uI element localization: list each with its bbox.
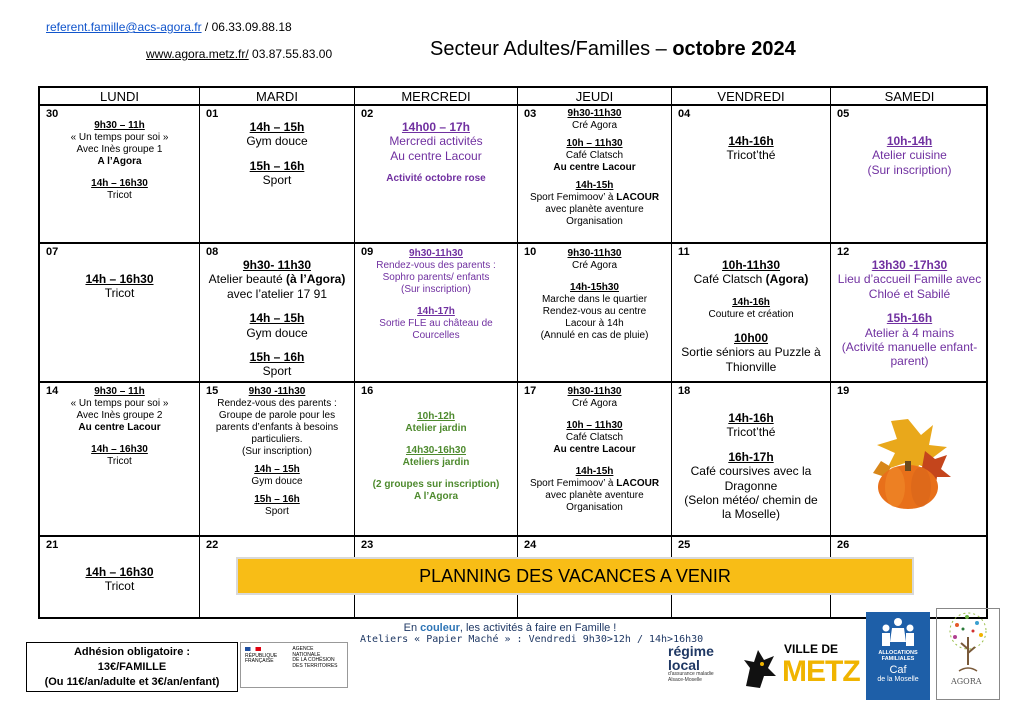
legend-color-note [370, 622, 650, 634]
activity-text: Organisation [566, 216, 623, 227]
dragon-graoully-icon [740, 646, 780, 690]
activity-text: Avec Inès groupe 2 [76, 410, 163, 421]
pumpkin-leaves-illustration [863, 411, 953, 511]
activity-text: Gym douce [251, 476, 303, 487]
activity-text: (Annulé en cas de pluie) [540, 330, 649, 341]
activity-time: 13h30 -17h30 [871, 258, 948, 272]
email-link[interactable]: referent.famille@acs-agora.fr [46, 20, 202, 34]
activity-time: 14h – 16h30 [91, 178, 148, 189]
day-cell-19 [831, 383, 988, 537]
anct-text: DE LA COHÉSION [292, 657, 335, 663]
day-number: 03 [524, 108, 537, 120]
activity-text: Cré Agora [571, 120, 618, 131]
activity-time: 14h – 15h [254, 464, 300, 475]
activity-text: Sport [265, 506, 289, 517]
phone-2: 03.87.55.83.00 [252, 47, 333, 61]
activity-text: Sophro parents/ enfants [382, 272, 490, 283]
activity-time: 14h-15h [575, 466, 614, 477]
activity-time: 14h – 15h [249, 120, 305, 134]
regime-subtext: d'assurance maladie Alsace-Moselle [668, 671, 714, 683]
activity-time: 14h-17h [417, 306, 455, 317]
day-number: 08 [206, 246, 219, 258]
membership-title: Adhésion obligatoire : [73, 646, 191, 658]
membership-box [26, 642, 238, 692]
day-number: 30 [46, 108, 59, 120]
day-number: 05 [837, 108, 850, 120]
legend-accent: couleur [420, 622, 460, 634]
title-month: octobre 2024 [672, 38, 796, 60]
day-number: 19 [837, 385, 850, 397]
activity-text: Marche dans le quartier [541, 294, 648, 305]
activity-text: Cré Agora [571, 398, 618, 409]
activity-location: LACOUR [616, 192, 660, 203]
activity-location: (à l’Agora) [286, 272, 346, 287]
activity-text: Ateliers jardin [402, 457, 470, 468]
activity-text: Rendez-vous des parents : [217, 398, 337, 409]
activity-location: LACOUR [616, 478, 660, 489]
activity-text: Rendez-vous au centre [542, 306, 647, 317]
day-header-tuesday: MARDI [200, 88, 355, 106]
legend-workshop-note: Ateliers « Papier Maché » : Vendredi 9h30>12h / 14h>16h30 [360, 634, 704, 645]
activity-text: (Sur inscription) [241, 446, 313, 457]
vacation-banner: PLANNING DES VACANCES A VENIR [236, 557, 914, 595]
activity-location: A l’Agora [97, 156, 142, 167]
day-cell-12 [831, 244, 988, 383]
republique-anct-logo [240, 642, 348, 688]
activity-time: 14h-16h [732, 296, 770, 308]
activity-text: (Activité manuelle enfant- [841, 339, 978, 354]
activity-text-part: Café Clatsch [693, 272, 766, 287]
activity-time: 10h00 [733, 330, 769, 345]
activity-text: Tricot [107, 456, 132, 467]
activity-text: Café Clatsch [565, 432, 624, 443]
day-cell-09 [355, 244, 518, 383]
activity-text: Café coursives avec la [690, 464, 812, 479]
day-number: 09 [361, 246, 374, 258]
activity-time: 14h-15h [575, 180, 614, 191]
activity-text: Tricot’thé [726, 148, 776, 163]
day-cell-10 [518, 244, 672, 383]
activity-text: Tricot [107, 190, 132, 201]
activity-location: Au centre Lacour [553, 444, 636, 455]
day-cell-17 [518, 383, 672, 537]
day-cell-04 [672, 106, 831, 244]
family-icon [876, 616, 920, 650]
day-number: 23 [361, 539, 374, 551]
activity-text: Café Clatsch [565, 150, 624, 161]
activity-text: Gym douce [246, 325, 308, 340]
activity-text: Lieu d’accueil Famille avec [837, 272, 982, 287]
membership-price: 13€/FAMILLE [97, 660, 167, 673]
anct-text: NATIONALE [292, 651, 321, 658]
activity-time: 10h – 11h30 [566, 420, 623, 431]
day-cell-07 [40, 244, 200, 383]
activity-time: 14h30-16h30 [405, 445, 467, 456]
activity-text [200, 272, 354, 286]
contact-email-line [46, 20, 292, 34]
day-cell-14 [40, 383, 200, 537]
website-link[interactable]: www.agora.metz.fr/ [146, 47, 249, 61]
metz-text: VILLE DE [784, 642, 839, 656]
activity-location: Au centre Lacour [78, 422, 161, 433]
activity-time: 15h – 16h [249, 158, 305, 173]
activity-text: Dragonne [724, 478, 778, 493]
regime-text: local [668, 657, 700, 673]
activity-location: (Agora) [765, 272, 809, 287]
activity-time: 14h-15h30 [570, 282, 619, 293]
activity-text: Tricot [104, 579, 135, 594]
page-title [430, 38, 796, 61]
activity-text: Chloé et Sabilé [868, 286, 951, 301]
day-header-wednesday: MERCREDI [355, 88, 518, 106]
day-header-thursday: JEUDI [518, 88, 672, 106]
activity-text: parents d’enfants à besoins [215, 422, 339, 433]
activity-time: 10h – 11h30 [566, 138, 623, 149]
day-cell-16 [355, 383, 518, 537]
day-header-friday: VENDREDI [672, 88, 831, 106]
activity-time: 14h00 – 17h [401, 120, 471, 134]
day-number: 21 [46, 539, 59, 551]
activity-text-part: Atelier beauté [208, 272, 287, 287]
activity-text: Atelier à 4 mains [864, 325, 955, 340]
regime-local-logo [668, 644, 728, 694]
activity-text: « Un temps pour soi » [70, 398, 169, 409]
agora-logo [936, 608, 1000, 700]
activity-time: 9h30 – 11h [94, 120, 145, 131]
activity-text [672, 272, 830, 286]
regime-text: régime [668, 643, 714, 659]
activity-time: 14h – 16h30 [85, 565, 154, 579]
activity-time: 10h-12h [417, 411, 455, 422]
phone-1: / 06.33.09.88.18 [204, 20, 292, 34]
anct-text: AGENCE [292, 646, 314, 652]
activity-time: 9h30-11h30 [567, 248, 622, 259]
day-cell-15 [200, 383, 355, 537]
ville-de-metz-logo [740, 642, 858, 696]
activity-time: 9h30-11h30 [567, 386, 622, 397]
activity-time: 9h30-11h30 [567, 108, 622, 119]
contact-web-line [146, 47, 332, 61]
activity-text: Lacour à 14h [565, 318, 624, 329]
activity-time: 15h – 16h [254, 494, 300, 505]
activity-time: 14h – 16h30 [91, 444, 148, 455]
activity-time: 15h – 16h [249, 349, 305, 364]
activity-text: Couture et création [708, 308, 794, 320]
activity-time: 9h30 – 11h [94, 386, 145, 397]
activity-time: 16h-17h [728, 449, 774, 464]
activity-text [518, 192, 671, 204]
activity-time: 14h – 16h30 [85, 272, 154, 286]
day-cell-03 [518, 106, 672, 244]
caf-subtext: de la Moselle [877, 676, 919, 684]
day-number: 04 [678, 108, 691, 120]
day-number: 12 [837, 246, 850, 258]
activity-text: Sortie FLE au château de [379, 318, 493, 329]
legend-text: En [403, 622, 421, 634]
activity-text: (Sur inscription) [400, 284, 472, 295]
activity-text: Mercredi activités [389, 134, 483, 149]
metz-title: METZ [782, 655, 860, 688]
activity-text: Atelier cuisine [872, 148, 947, 163]
activity-text: Sport [262, 364, 292, 379]
caf-moselle-logo [866, 612, 930, 700]
tree-icon [937, 609, 999, 679]
activity-text-part: Sport Femimoov’ à [529, 192, 617, 203]
day-cell-05 [831, 106, 988, 244]
title-main: Secteur Adultes/Familles – [430, 38, 673, 60]
activity-text: avec planète aventure [545, 204, 644, 215]
activity-time: 10h-14h [886, 134, 933, 148]
calendar-grid [38, 86, 988, 619]
activity-text-part: Sport Femimoov’ à [529, 478, 617, 489]
membership-alt-price: (Ou 11€/an/adulte et 3€/an/enfant) [44, 675, 220, 688]
activity-time: 14h-16h [728, 134, 774, 148]
legend-text: , les activités à faire en Famille ! [459, 622, 617, 634]
activity-text: (Selon météo/ chemin de [684, 492, 818, 507]
day-number: 17 [524, 385, 537, 397]
activity-time: 14h – 15h [249, 311, 305, 326]
activity-text: Sport [262, 173, 292, 188]
day-header-monday: LUNDI [40, 88, 200, 106]
day-number: 11 [678, 246, 690, 258]
day-cell-01 [200, 106, 355, 244]
activity-text: Cré Agora [571, 260, 618, 271]
activity-text: Courcelles [412, 330, 460, 341]
day-number: 26 [837, 539, 850, 551]
activity-text: parent) [890, 354, 929, 369]
activity-time: 15h-16h [886, 311, 933, 326]
activity-text: Thionville [725, 359, 777, 374]
day-number: 02 [361, 108, 374, 120]
day-number: 22 [206, 539, 219, 551]
day-number: 10 [524, 246, 537, 258]
activity-text: « Un temps pour soi » [70, 132, 169, 143]
activity-time: 10h-11h30 [721, 258, 781, 272]
day-number: 25 [678, 539, 691, 551]
activity-text [518, 478, 671, 490]
day-number: 01 [206, 108, 219, 120]
rf-text: RÉPUBLIQUE [245, 652, 278, 659]
activity-text: Tricot’thé [726, 425, 776, 440]
agora-text: AGORA [951, 677, 982, 686]
activity-text: avec l’atelier 17 91 [226, 286, 328, 301]
activity-time: 9h30 -11h30 [248, 386, 306, 397]
activity-text: avec planète aventure [545, 490, 644, 501]
rf-text: FRANÇAISE [245, 658, 274, 664]
french-flag-icon [245, 647, 261, 651]
activity-text: Avec Inès groupe 1 [76, 144, 163, 155]
activity-text: (2 groupes sur inscription) [372, 479, 500, 490]
day-number: 24 [524, 539, 537, 551]
caf-title: Caf [889, 664, 907, 677]
activity-time: 14h-16h [728, 411, 774, 425]
day-cell-11 [672, 244, 831, 383]
day-cell-08 [200, 244, 355, 383]
anct-text: DES TERRITOIRES [292, 662, 338, 669]
day-cell-02 [355, 106, 518, 244]
activity-time: 9h30-11h30 [409, 248, 463, 259]
activity-text: Groupe de parole pour les [218, 410, 336, 421]
day-number: 07 [46, 246, 59, 258]
day-cell-21 [40, 537, 200, 619]
day-number: 18 [678, 385, 691, 397]
day-number: 14 [46, 385, 59, 397]
activity-text: Sortie séniors au Puzzle à [681, 345, 821, 360]
activity-text: la Moselle) [721, 507, 781, 522]
activity-location: Au centre Lacour [390, 148, 482, 163]
activity-location: A l’Agora [413, 491, 459, 502]
activity-text: Organisation [566, 502, 623, 513]
activity-text: Gym douce [246, 134, 308, 149]
activity-text: Rendez-vous des parents : [376, 260, 496, 271]
day-cell-18 [672, 383, 831, 537]
activity-text: Activité octobre rose [386, 173, 486, 185]
activity-text: particuliers. [251, 434, 303, 445]
activity-text: Tricot [104, 286, 135, 301]
day-number: 15 [206, 385, 219, 397]
activity-location: Au centre Lacour [553, 162, 636, 173]
day-cell-30 [40, 106, 200, 244]
day-number: 16 [361, 385, 374, 397]
activity-text: Atelier jardin [405, 423, 467, 434]
day-header-saturday: SAMEDI [831, 88, 988, 106]
caf-text: ALLOCATIONS FAMILIALES [878, 650, 918, 663]
activity-time: 9h30- 11h30 [242, 258, 312, 272]
activity-text: (Sur inscription) [867, 162, 952, 177]
